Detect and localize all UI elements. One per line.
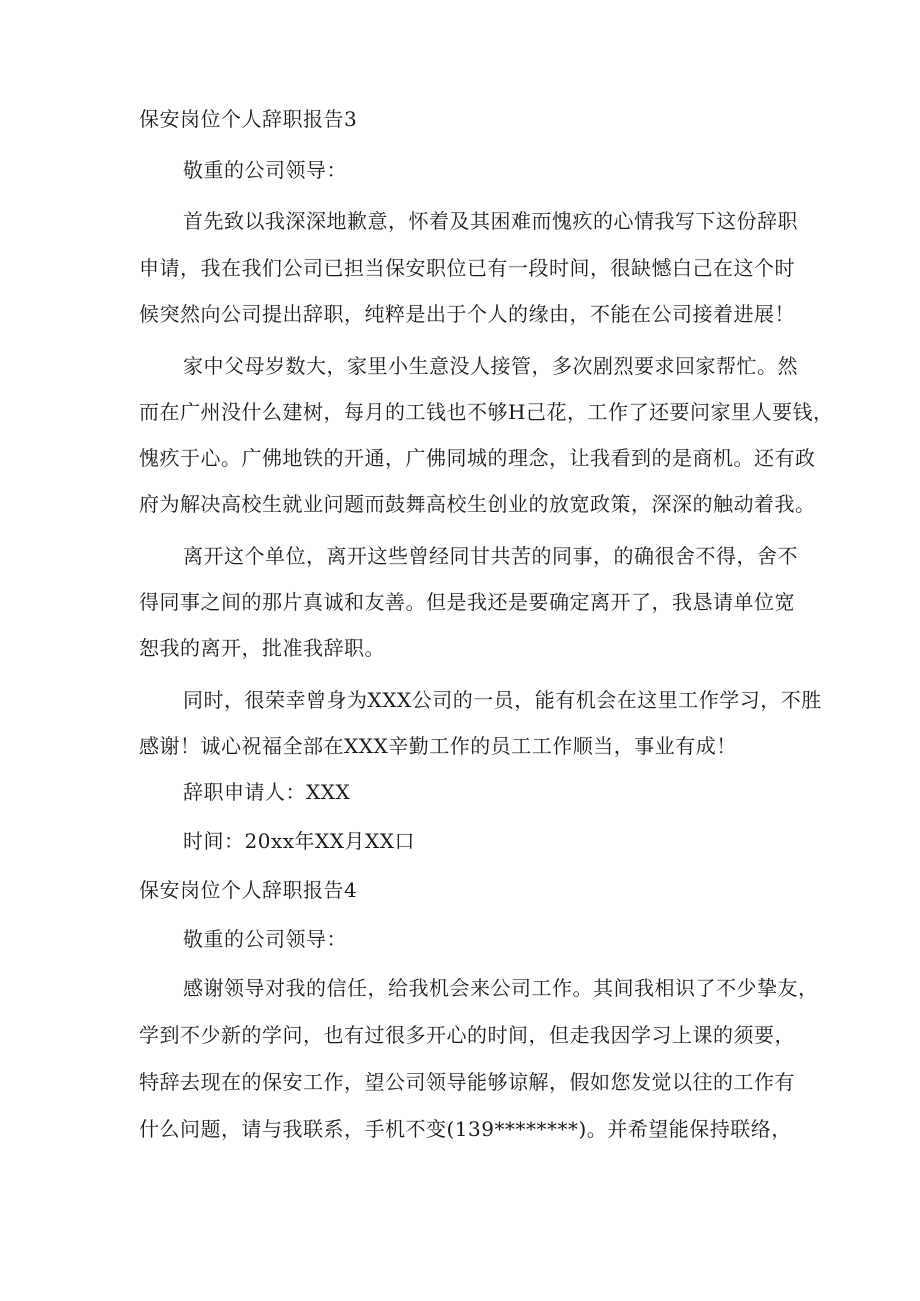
section-4-title: 保安岗位个人辞职报告4: [139, 878, 358, 902]
section-3-p4-line-2: 感谢！诚心祝福全部在XXX辛勤工作的员工工作顺当，事业有成！: [139, 734, 737, 758]
section-3-p3-line-1: 离开这个单位，离开这些曾经同甘共苦的同事，的确很舍不得，舍不: [183, 544, 798, 568]
section-3-p4-line-1: 同时，很荣幸曾身为XXX公司的一员，能有机会在这里工作学习，不胜: [183, 688, 822, 712]
section-3-greeting: 敬重的公司领导：: [183, 158, 347, 182]
section-3-p2-line-4: 府为解决高校生就业问题而鼓舞高校生创业的放宽政策，深深的触动着我。: [139, 492, 816, 516]
section-3-p3-line-2: 得同事之间的那片真诚和友善。但是我还是要确定离开了，我恳请单位宽: [139, 590, 795, 614]
section-3-p2-line-3: 愧疚于心。广佛地铁的开通，广佛同城的理念，让我看到的是商机。还有政: [139, 446, 816, 470]
section-3-p2-line-1: 家中父母岁数大，家里小生意没人接管，多次剧烈要求回家帮忙。然: [183, 354, 798, 378]
section-4-p1-line-4: 什么问题，请与我联系，手机不变(139********)。并希望能保持联络，: [139, 1117, 792, 1141]
section-3-p1-line-3: 候突然向公司提出辞职，纯粹是出于个人的缘由，不能在公司接着进展！: [139, 302, 795, 326]
section-4-greeting: 敬重的公司领导：: [183, 927, 347, 951]
section-4-p1-line-1: 感谢领导对我的信任，给我机会来公司工作。其间我相识了不少挚友，: [183, 976, 819, 1000]
section-3-applicant: 辞职申请人：XXX: [183, 780, 351, 804]
section-3-p1-line-2: 申请，我在我们公司已担当保安职位已有一段时间，很缺憾白己在这个时: [139, 256, 795, 280]
section-4-p1-line-3: 特辞去现在的保安工作，望公司领导能够谅解，假如您发觉以往的工作有: [139, 1070, 795, 1094]
section-4-p1-line-2: 学到不少新的学问，也有过很多开心的时间，但走我因学习上课的须要，: [139, 1023, 795, 1047]
section-3-p3-line-3: 恕我的离开，批准我辞职。: [139, 636, 385, 660]
section-3-p1-line-1: 首先致以我深深地歉意，怀着及其困难而愧疚的心情我写下这份辞职: [183, 209, 798, 233]
section-3-title: 保安岗位个人辞职报告3: [139, 107, 358, 131]
section-3-date: 时间：20xx年XX月XX口: [183, 829, 415, 853]
section-3-p2-line-2: 而在广州没什么建树，每月的工钱也不够H己花，工作了还要问家里人要钱，: [139, 400, 834, 424]
